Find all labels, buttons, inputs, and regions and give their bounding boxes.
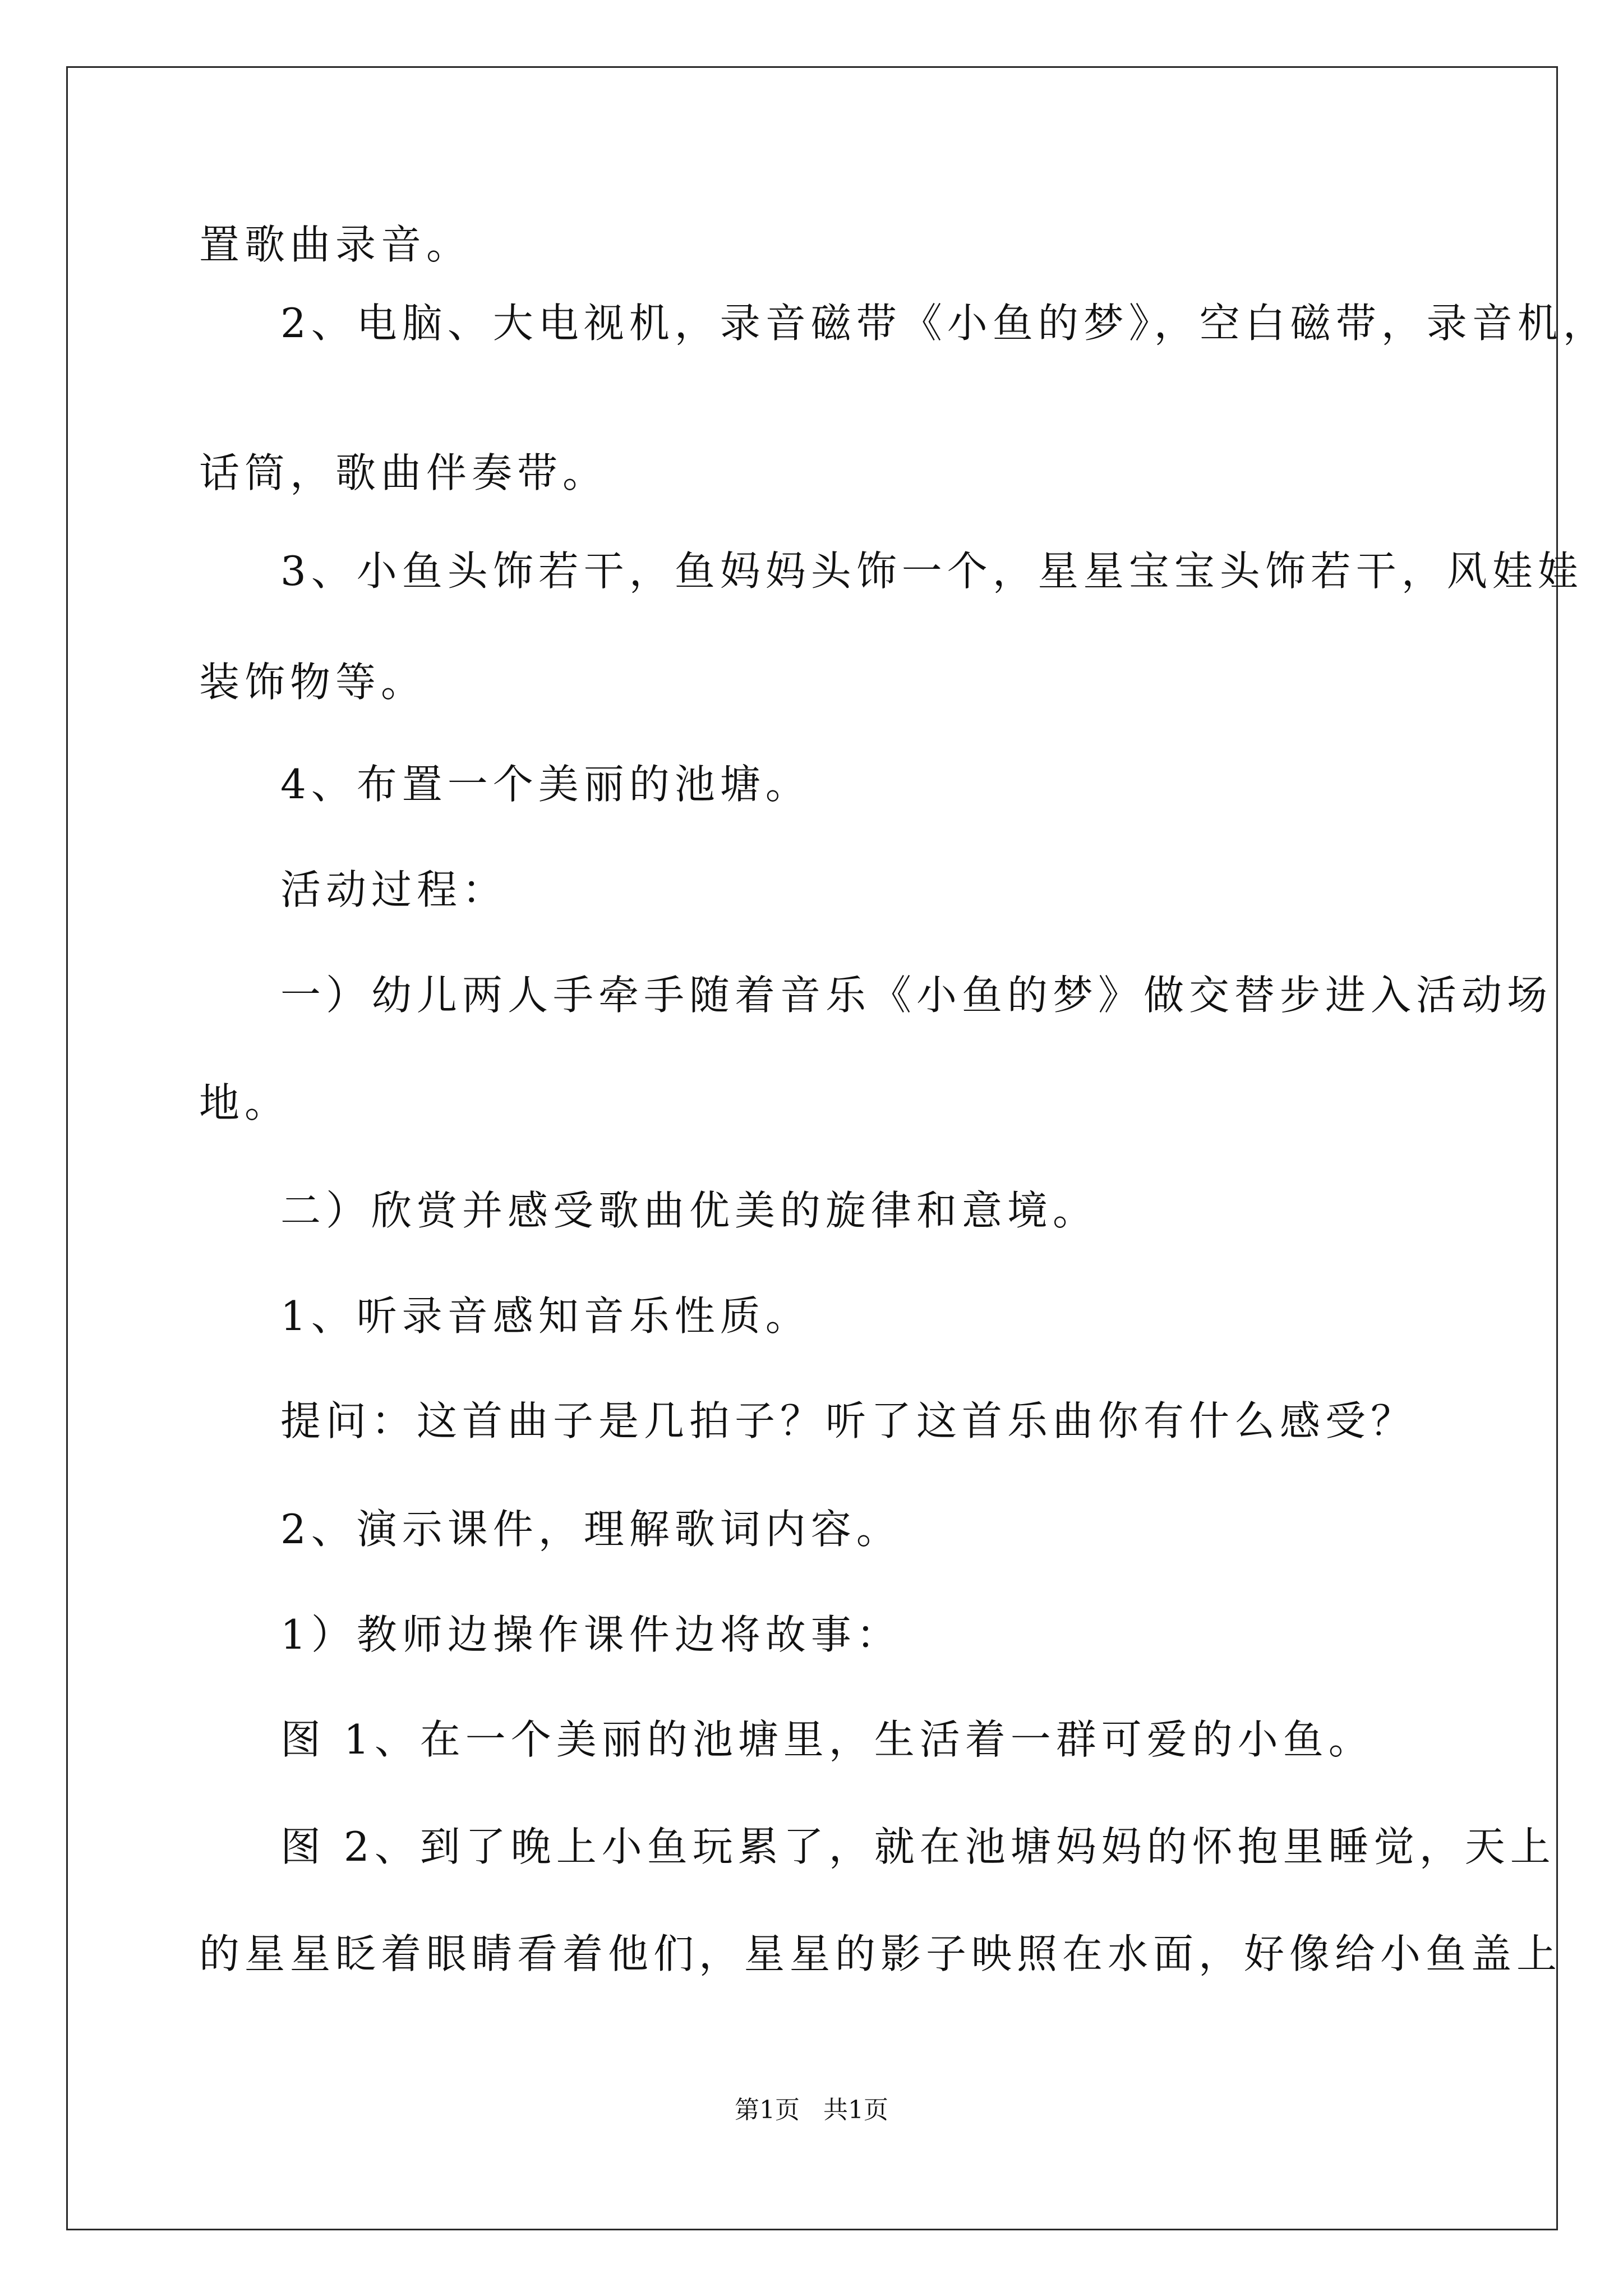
text-line: 图 2、到了晚上小鱼玩累了，就在池塘妈妈的怀抱里睡觉，天上 — [280, 1823, 1556, 1870]
text-line: 3、小鱼头饰若干，鱼妈妈头饰一个，星星宝宝头饰若干，风娃娃 — [280, 547, 1583, 595]
text-line: 1、听录音感知音乐性质。 — [280, 1292, 811, 1340]
text-line: 的星星眨着眼睛看着他们，星星的影子映照在水面，好像给小鱼盖上 — [199, 1930, 1562, 1977]
text-line: 活动过程： — [280, 866, 508, 913]
page-footer: 第1页 共1页 — [735, 2096, 888, 2124]
text-line: 提问：这首曲子是几拍子？听了这首乐曲你有什么感受？ — [280, 1397, 1417, 1444]
page-border — [66, 66, 1558, 2230]
text-line: 二）欣赏并感受歌曲优美的旋律和意境。 — [280, 1187, 1099, 1234]
text-line: 4、布置一个美丽的池塘。 — [280, 761, 811, 808]
text-line: 话筒，歌曲伴奏带。 — [199, 449, 608, 496]
text-line: 装饰物等。 — [199, 659, 427, 706]
text-line: 图 1、在一个美丽的池塘里，生活着一群可爱的小鱼。 — [280, 1716, 1374, 1763]
text-line: 2、演示课件，理解歌词内容。 — [280, 1506, 902, 1553]
text-line: 置歌曲录音。 — [199, 221, 472, 268]
text-line: 1）教师边操作课件边将故事： — [280, 1611, 902, 1658]
text-line: 一）幼儿两人手牵手随着音乐《小鱼的梦》做交替步进入活动场 — [280, 972, 1553, 1019]
text-line: 地。 — [199, 1079, 291, 1126]
text-line: 2、电脑、大电视机，录音磁带《小鱼的梦》，空白磁带，录音机， — [280, 300, 1608, 347]
